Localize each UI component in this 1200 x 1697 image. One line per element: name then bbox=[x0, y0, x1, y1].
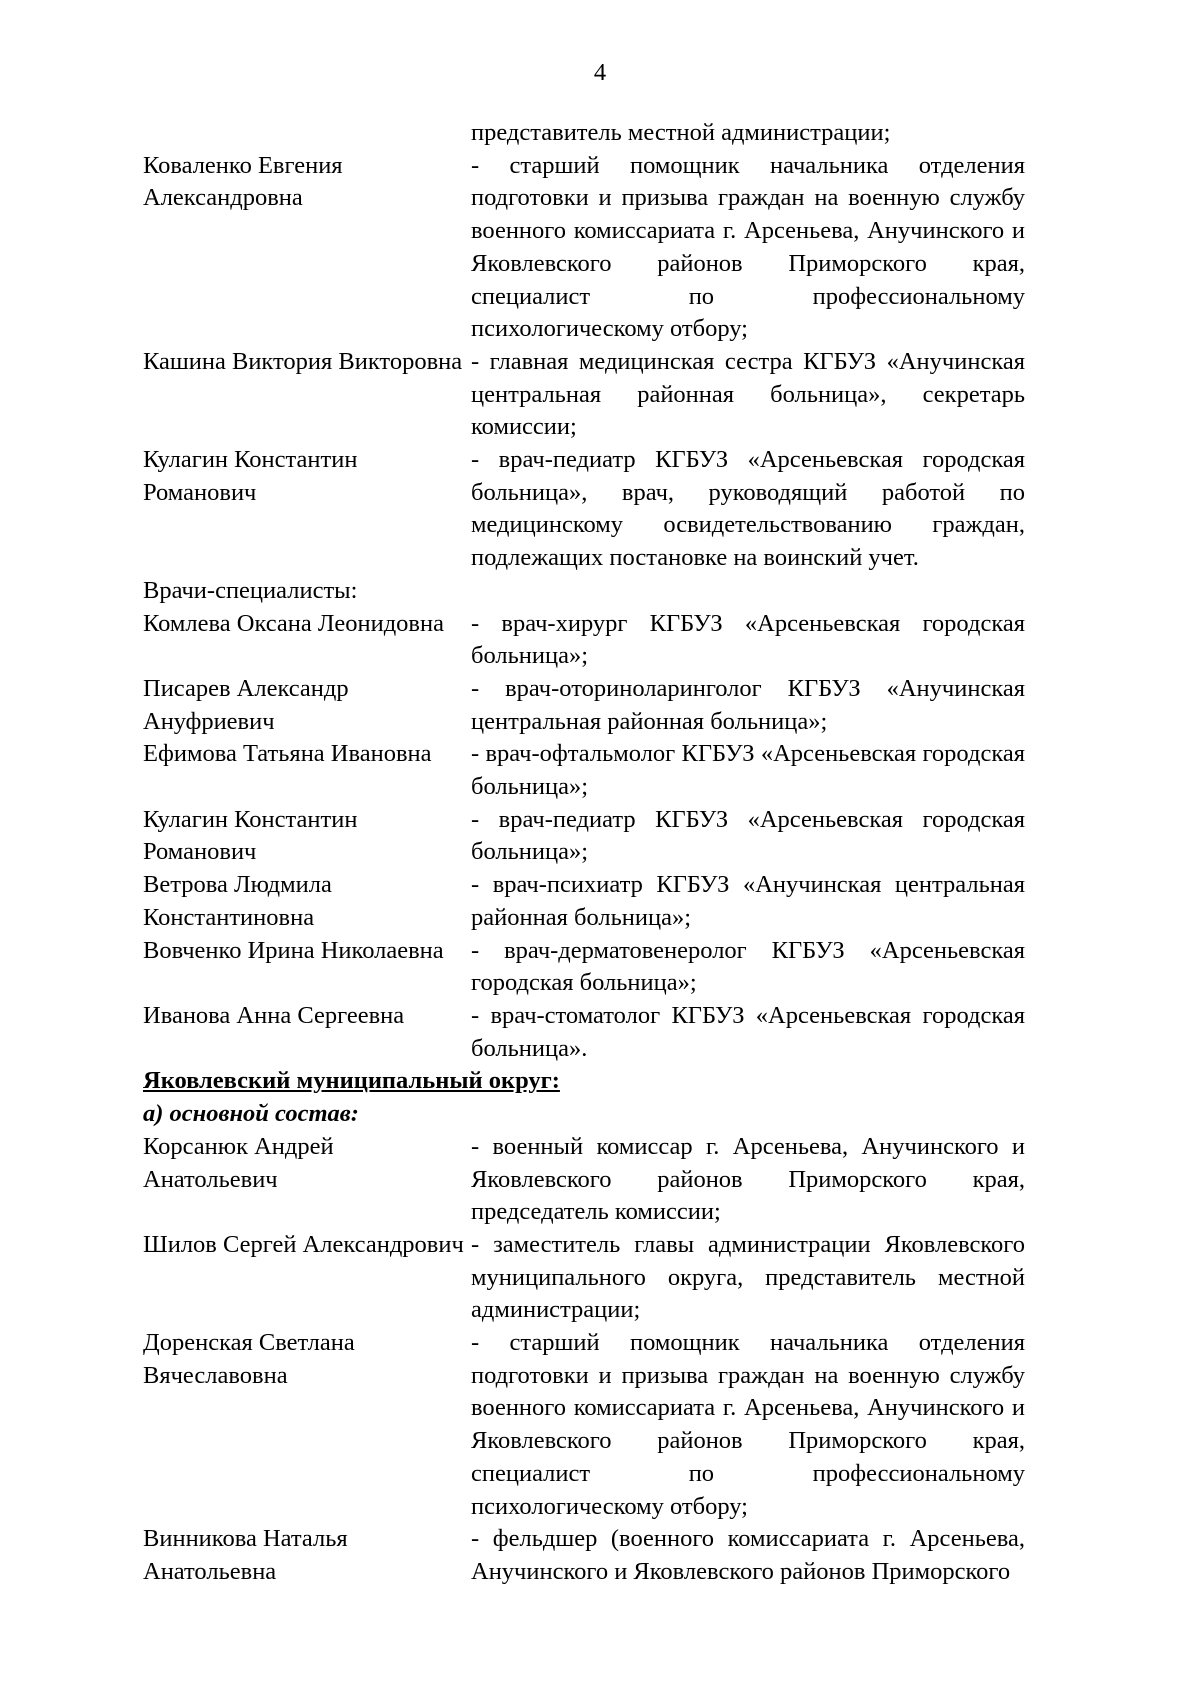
specialist-role: - врач-хирург КГБУЗ «Арсеньевская городская больница»; bbox=[471, 609, 1025, 670]
member-row bbox=[143, 1523, 1025, 1588]
member-row bbox=[143, 346, 1025, 444]
specialist-row bbox=[143, 673, 1025, 738]
specialist-row bbox=[143, 1000, 1025, 1065]
specialist-role: - врач-офтальмолог КГБУЗ «Арсеньевская городская больница»; bbox=[471, 740, 1025, 801]
specialist-name: Писарев Александр Ануфриевич bbox=[143, 674, 349, 735]
member-role: - военный комиссар г. Арсеньева, Анучинского и Яковлевского районов Приморского края, председатель комиссии; bbox=[471, 1132, 1025, 1226]
specialists-group bbox=[143, 608, 1025, 1066]
specialist-role: - врач-психиатр КГБУЗ «Анучинская центральная районная больница»; bbox=[471, 871, 1025, 931]
specialist-name: Иванова Анна Сергеевна bbox=[143, 1001, 405, 1029]
member-role: - старший помощник начальника отделения подготовки и призыва граждан на военную службу военного комиссариата г. Арсеньева, Анучинского и Яковлевского районов Приморского края, специалист по профессиональному психологическому отбору; bbox=[471, 1329, 1025, 1520]
member-role: - врач-педиатр КГБУЗ «Арсеньевская городская больница», врач, руководящий работой по медицинскому освидетельствованию граждан, подлежащих постановке на воинский учет. bbox=[471, 446, 1025, 572]
member-name: Кашина Виктория Викторовна bbox=[143, 347, 463, 375]
continuation-row bbox=[143, 117, 1025, 150]
member-name: Кулагин Константин Романович bbox=[143, 446, 358, 506]
subsection-heading: а) основной состав: bbox=[143, 1100, 359, 1128]
specialist-row bbox=[143, 869, 1025, 934]
member-name: Корсанюк Андрей Анатольевич bbox=[143, 1132, 334, 1193]
continuation-text: представитель местной администрации; bbox=[471, 119, 891, 146]
member-name: Доренская Светлана Вячеславовна bbox=[143, 1329, 355, 1389]
member-role: - старший помощник начальника отделения подготовки и призыва граждан на военную службу военного комиссариата г. Арсеньева, Анучинского и Яковлевского районов Приморского края, специалист по профессиональному психологическому отбору; bbox=[471, 151, 1025, 343]
specialist-role: - врач-оториноларинголог КГБУЗ «Анучинская центральная районная больница»; bbox=[471, 674, 1025, 735]
specialist-name: Комлева Оксана Леонидовна bbox=[143, 609, 444, 637]
member-row bbox=[143, 1229, 1025, 1327]
member-name: Шилов Сергей Александрович bbox=[143, 1230, 464, 1258]
specialist-name: Ефимова Татьяна Ивановна bbox=[143, 740, 432, 768]
member-name: Коваленко Евгения Александровна bbox=[143, 151, 343, 212]
specialist-name: Ветрова Людмила Константиновна bbox=[143, 871, 332, 931]
specialists-label: Врачи-специалисты: bbox=[143, 576, 358, 604]
commission-list bbox=[143, 117, 1025, 1589]
specialist-role: - врач-дерматовенеролог КГБУЗ «Арсеньевская городская больница»; bbox=[471, 936, 1025, 997]
member-role: - главная медицинская сестра КГБУЗ «Анучинская центральная районная больница», секретарь комиссии; bbox=[471, 347, 1025, 441]
members-group-1 bbox=[143, 150, 1025, 575]
member-row bbox=[143, 150, 1025, 346]
specialist-name: Кулагин Константин Романович bbox=[143, 805, 358, 866]
specialist-name: Вовченко Ирина Николаевна bbox=[143, 936, 444, 964]
member-row bbox=[143, 1327, 1025, 1523]
specialist-row bbox=[143, 804, 1025, 869]
member-row bbox=[143, 1131, 1025, 1229]
specialist-row bbox=[143, 738, 1025, 803]
member-role: - фельдшер (военного комиссариата г. Арсеньева, Анучинского и Яковлевского районов Приморского bbox=[471, 1525, 1025, 1585]
page-number: 4 bbox=[593, 59, 607, 86]
specialist-row bbox=[143, 608, 1025, 673]
specialist-role: - врач-педиатр КГБУЗ «Арсеньевская городская больница»; bbox=[471, 805, 1025, 866]
district-heading: Яковлевский муниципальный округ: bbox=[143, 1067, 560, 1095]
members-group-2 bbox=[143, 1131, 1025, 1589]
member-role: - заместитель главы администрации Яковлевского муниципального округа, представитель местной администрации; bbox=[471, 1230, 1025, 1324]
member-row bbox=[143, 444, 1025, 575]
specialist-row bbox=[143, 935, 1025, 1000]
specialist-role: - врач-стоматолог КГБУЗ «Арсеньевская городская больница». bbox=[471, 1001, 1025, 1062]
member-name: Винникова Наталья Анатольевна bbox=[143, 1525, 348, 1585]
